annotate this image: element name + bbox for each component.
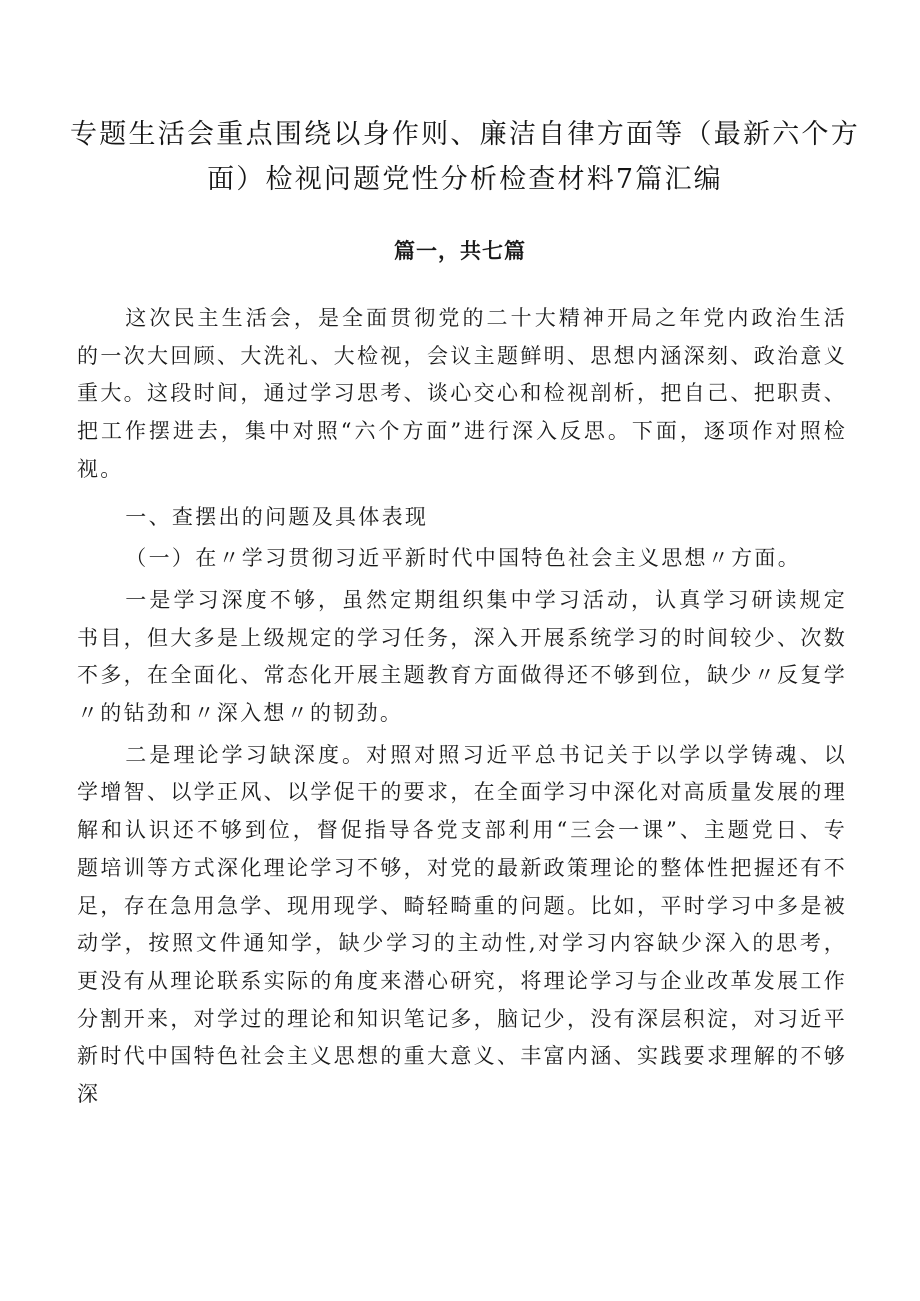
paragraph-point-one: 一是学习深度不够，虽然定期组织集中学习活动，认真学习研读规定书目，但大多是上级规定的学习任务，深入开展系统学习的时间较少、次数不多，在全面化、常态化开展主题教育方面做得还不够到位，缺少〃反复学〃的钻劲和〃深入想〃的韧劲。	[77, 587, 847, 726]
paragraph-subheading-study: （一）在〃学习贯彻习近平新时代中国特色社会主义思想〃方面。	[125, 546, 801, 571]
document-body	[77, 300, 847, 1114]
section-title: 篇一，共七篇	[394, 238, 526, 263]
document-title: 专题生活会重点围绕以身作则、廉洁自律方面等（最新六个方面）检视问题党性分析检查材料7篇汇编	[70, 119, 860, 195]
paragraph-point-two: 二是理论学习缺深度。对照对照习近平总书记关于以学以学铸魂、以学增智、以学正风、以学促干的要求，在全面学习中深化对高质量发展的理解和认识还不够到位，督促指导各党支部利用“三会一课”、主题党日、专题培训等方式深化理论学习不够，对党的最新政策理论的整体性把握还有不足，存在急用急学、现用现学、畸轻畸重的问题。比如，平时学习中多是被动学，按照文件通知学，缺少学习的主动性,对学习内容缺少深入的思考，更没有从理论联系实际的角度来潜心研究，将理论学习与企业改革发展工作分割开来，对学过的理论和知识笔记多，脑记少，没有深层积淀，对习近平新时代中国特色社会主义思想的重大意义、丰富内涵、实践要求理解的不够深	[77, 742, 847, 1107]
paragraph-heading-issues: 一、查摆出的问题及具体表现	[125, 504, 429, 529]
paragraph-intro: 这次民主生活会，是全面贯彻党的二十大精神开局之年党内政治生活的一次大回顾、大洗礼、大检视，会议主题鲜明、思想内涵深刻、政治意义重大。这段时间，通过学习思考、谈心交心和检视剖析，把自己、把职责、把工作摆进去，集中对照“六个方面”进行深入反思。下面，逐项作对照检视。	[77, 306, 847, 481]
